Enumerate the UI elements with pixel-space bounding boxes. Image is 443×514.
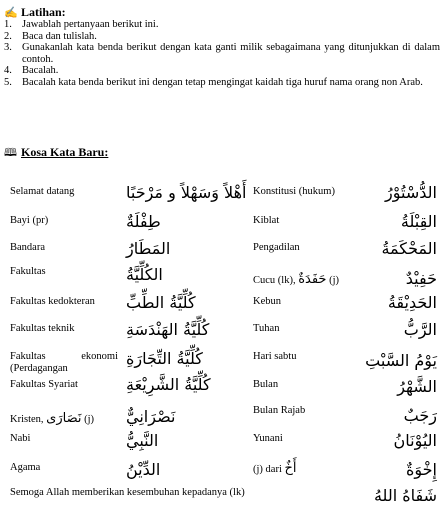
vocab-indonesian: Fakultas Syariat: [10, 379, 78, 390]
vocab-indonesian: Semoga Allah memberikan kesembuhan kepadanya (lk): [10, 487, 245, 498]
latihan-heading: [4, 5, 66, 20]
vocab-arabic: يَوْمُ السَّبْتِ: [365, 351, 437, 370]
vocab-arabic: اليُوْنَانُ: [393, 431, 437, 450]
vocab-indonesian: Yunani: [253, 433, 283, 444]
vocab-indonesian: Tuhan: [253, 323, 280, 334]
vocab-indonesian-mixed: [10, 413, 94, 426]
vocab-indonesian: Bayi (pr): [10, 215, 49, 226]
vocab-arabic: كُلِّيَّةُ التِّجَارَةِ: [126, 349, 203, 368]
book-icon: 🕮: [4, 147, 17, 159]
vocab-arabic: نَصْرَانِيٌّ: [126, 407, 176, 426]
vocab-indonesian: Fakultas kedokteran: [10, 296, 95, 307]
vocab-arabic: القِبْلَةُ: [400, 212, 437, 231]
exercise-number: 2.: [4, 30, 12, 42]
vocab-indonesian: Bandara: [10, 242, 45, 253]
vocab-arabic: أَهْلاً وَسَهْلاً و مَرْحَبًا: [126, 183, 247, 202]
vocab-plural-marker: (j): [84, 414, 95, 425]
kosa-kata-heading: [4, 145, 108, 160]
vocab-indonesian: Pengadilan: [253, 242, 300, 253]
vocab-plural-marker: (j): [329, 275, 339, 286]
vocab-arabic: النَّبِيُّ: [126, 431, 159, 450]
vocab-indonesian-text: Cucu (lk),: [253, 275, 296, 286]
exercise-item: [4, 31, 440, 43]
exercise-number: 1.: [4, 19, 12, 30]
exercise-text: Jawablah pertanyaan berikut ini.: [22, 19, 159, 30]
vocab-arabic: الرَّبُّ: [403, 320, 437, 339]
vocab-arabic-inline: نَصَارَى: [46, 411, 82, 426]
exercise-text: Bacalah.: [22, 65, 59, 77]
vocab-indonesian: Fakultas ekonomi (Perdagangan: [10, 351, 118, 374]
vocab-indonesian: Fakultas: [10, 266, 46, 277]
vocab-arabic-inline: أَخٌ: [284, 461, 297, 476]
vocab-arabic: الدِّيْنُ: [126, 460, 161, 479]
exercise-text: Gunakanlah kata benda berikut dengan kata ganti milik sebagaimana yang ditunjukkan di dalam contoh.: [22, 42, 440, 65]
vocab-arabic: حَفِيْدٌ: [405, 269, 437, 288]
vocab-indonesian: Nabi: [10, 433, 31, 444]
exercise-number: 4.: [4, 65, 12, 77]
vocab-indonesian: Agama: [10, 462, 41, 473]
vocab-arabic: الشَّهْرُ: [397, 377, 437, 396]
vocab-indonesian: Bulan Rajab: [253, 405, 306, 416]
vocab-arabic: المَحْكَمَةُ: [381, 239, 437, 258]
vocab-indonesian: Kebun: [253, 296, 281, 307]
vocab-indonesian-mixed: [253, 463, 297, 476]
vocab-arabic: كُلِّيَّةُ الشَّرِيْعَةِ: [126, 375, 211, 394]
exercise-text: Bacalah kata benda berikut ini dengan tetap mengingat kaidah tiga huruf nama orang non Arab.: [22, 76, 423, 88]
latihan-heading-text: Latihan:: [21, 5, 66, 19]
vocab-indonesian: Bulan: [253, 379, 279, 390]
vocab-arabic: الدُّسْتُوْرُ: [385, 183, 437, 202]
vocab-arabic: الحَدِيْقَةُ: [387, 293, 437, 312]
vocab-arabic: المَطَارُ: [126, 239, 171, 258]
exercise-list: [4, 19, 440, 89]
writing-hand-icon: ✍: [4, 7, 18, 19]
exercise-number: 5.: [4, 76, 12, 88]
vocab-indonesian: Fakultas teknik: [10, 323, 75, 334]
exercise-item: [4, 65, 440, 77]
vocab-arabic: كُلِّيَّةُ الطِّبِّ: [126, 293, 196, 312]
vocab-indonesian-text: Kristen,: [10, 414, 44, 425]
vocab-indonesian-mixed: [253, 274, 339, 287]
vocab-indonesian: Selamat datang: [10, 186, 75, 197]
kosa-kata-heading-text: Kosa Kata Baru:: [21, 145, 109, 159]
vocab-arabic: طِفْلَةٌ: [126, 212, 161, 231]
vocab-indonesian: Hari sabtu: [253, 351, 297, 362]
vocab-arabic: الكُلِّيَّةُ: [126, 265, 163, 284]
vocab-arabic: رَجَبٌ: [403, 406, 437, 425]
vocab-arabic: كُلِّيَّةُ الهَنْدَسَةِ: [126, 320, 210, 339]
vocab-arabic-inline: حَفَدَةٌ: [298, 272, 327, 287]
exercise-number: 3.: [4, 42, 12, 54]
vocab-indonesian: Kiblat: [253, 215, 280, 226]
vocab-indonesian-text: (j) dari: [253, 464, 282, 475]
exercise-item: [4, 77, 440, 89]
exercise-item: [4, 42, 440, 65]
vocab-indonesian: Konstitusi (hukum): [253, 186, 335, 197]
exercise-text: Baca dan tulislah.: [22, 30, 97, 42]
vocab-arabic: شَفَاهُ اللهُ: [373, 486, 437, 505]
exercise-item: [4, 19, 440, 31]
vocab-arabic: إِخْوَةٌ: [406, 460, 437, 479]
